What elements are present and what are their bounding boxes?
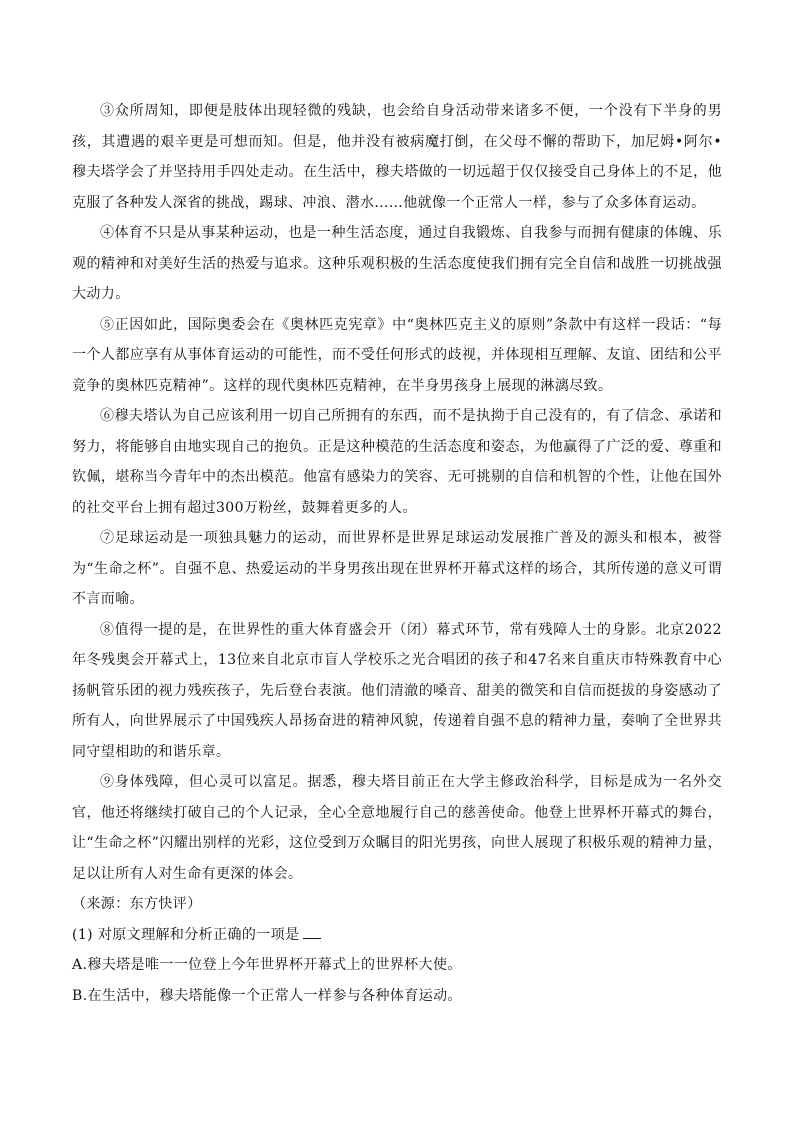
paragraph-4: ④体育不只是从事某种运动，也是一种生活态度，通过自我锻炼、自我参与而拥有健康的体魄、乐观的精神和对美好生活的热爱与追求。这种乐观积极的生活态度使我们拥有完全自信和战胜一切挑战强大动力。 [72,225,722,302]
option-b: B.在生活中，穆夫塔能像一个正常人一样参与各种体育运动。 [72,987,462,1004]
question-stem [72,920,722,951]
option-a: A.穆夫塔是唯一一位登上今年世界杯开幕式上的世界杯大使。 [72,957,462,973]
paragraph-5: ⑤正因如此，国际奥委会在《奥林匹克宪章》中“奥林匹克主义的原则”条款中有这样一段话：“每一个人都应享有从事体育运动的可能性，而不受任何形式的歧视，并体现相互理解、友谊、团结和公平竞争的奥林匹克精神”。这样的现代奥林匹克精神，在半身男孩身上展现的淋漓尽致。 [72,316,722,394]
answer-blank [303,926,321,939]
source-note: （来源：东方快评） [72,896,202,912]
question-stem-text: (1) 对原文理解和分析正确的一项是 [72,926,300,943]
paragraph-9: ⑨身体残障，但心灵可以富足。据悉，穆夫塔目前正在大学主修政治科学，目标是成为一名外交官，他还将继续打破自己的个人记录，全心全意地履行自己的慈善使命。他登上世界杯开幕式的舞台，让“生命之杯”闪耀出别样的光彩，这位受到万众瞩目的阳光男孩，向世人展现了积极乐观的精神力量，足以让所有人对生命有更深的体会。 [72,774,722,882]
paragraph-6: ⑥穆夫塔认为自己应该利用一切自己所拥有的东西，而不是执拗于自己没有的，有了信念、承诺和努力，将能够自由地实现自己的抱负。正是这种模范的生活态度和姿态，为他赢得了广泛的爱、尊重和钦佩，堪称当今青年中的杰出模范。他富有感染力的笑容、无可挑剔的自信和机智的个性，让他在国外的社交平台上拥有超过300万粉丝，鼓舞着更多的人。 [72,408,722,516]
paragraph-3: ③众所周知，即便是肢体出现轻微的残缺，也会给自身活动带来诸多不便，一个没有下半身的男孩，其遭遇的艰辛更是可想而知。但是，他并没有被病魔打倒，在父母不懈的帮助下，加尼姆•阿尔•穆夫塔学会了并坚持用手四处走动。在生活中，穆夫塔做的一切远超于仅仅接受自己身体上的不足，他克服了各种发人深省的挑战，踢球、冲浪、潜水……他就像一个正常人一样，参与了众多体育运动。 [72,103,722,211]
document-page [72,96,722,1011]
paragraph-8: ⑧值得一提的是，在世界性的重大体育盛会开（闭）幕式环节，常有残障人士的身影。北京2022年冬残奥会开幕式上，13位来自北京市盲人学校乐之光合唱团的孩子和47名来自重庆市特殊教育中心扬帆管乐团的视力残疾孩子，先后登台表演。他们清澈的嗓音、甜美的微笑和自信而挺拔的身姿感动了所有人，向世界展示了中国残疾人昂扬奋进的精神风貌，传递着自强不息的精神力量，奏响了全世界共同守望相助的和谐乐章。 [72,621,722,760]
paragraph-7: ⑦足球运动是一项独具魅力的运动，而世界杯是世界足球运动发展推广普及的源头和根本，被誉为“生命之杯”。自强不息、热爱运动的半身男孩出现在世界杯开幕式这样的场合，其所传递的意义可谓不言而喻。 [72,530,722,607]
